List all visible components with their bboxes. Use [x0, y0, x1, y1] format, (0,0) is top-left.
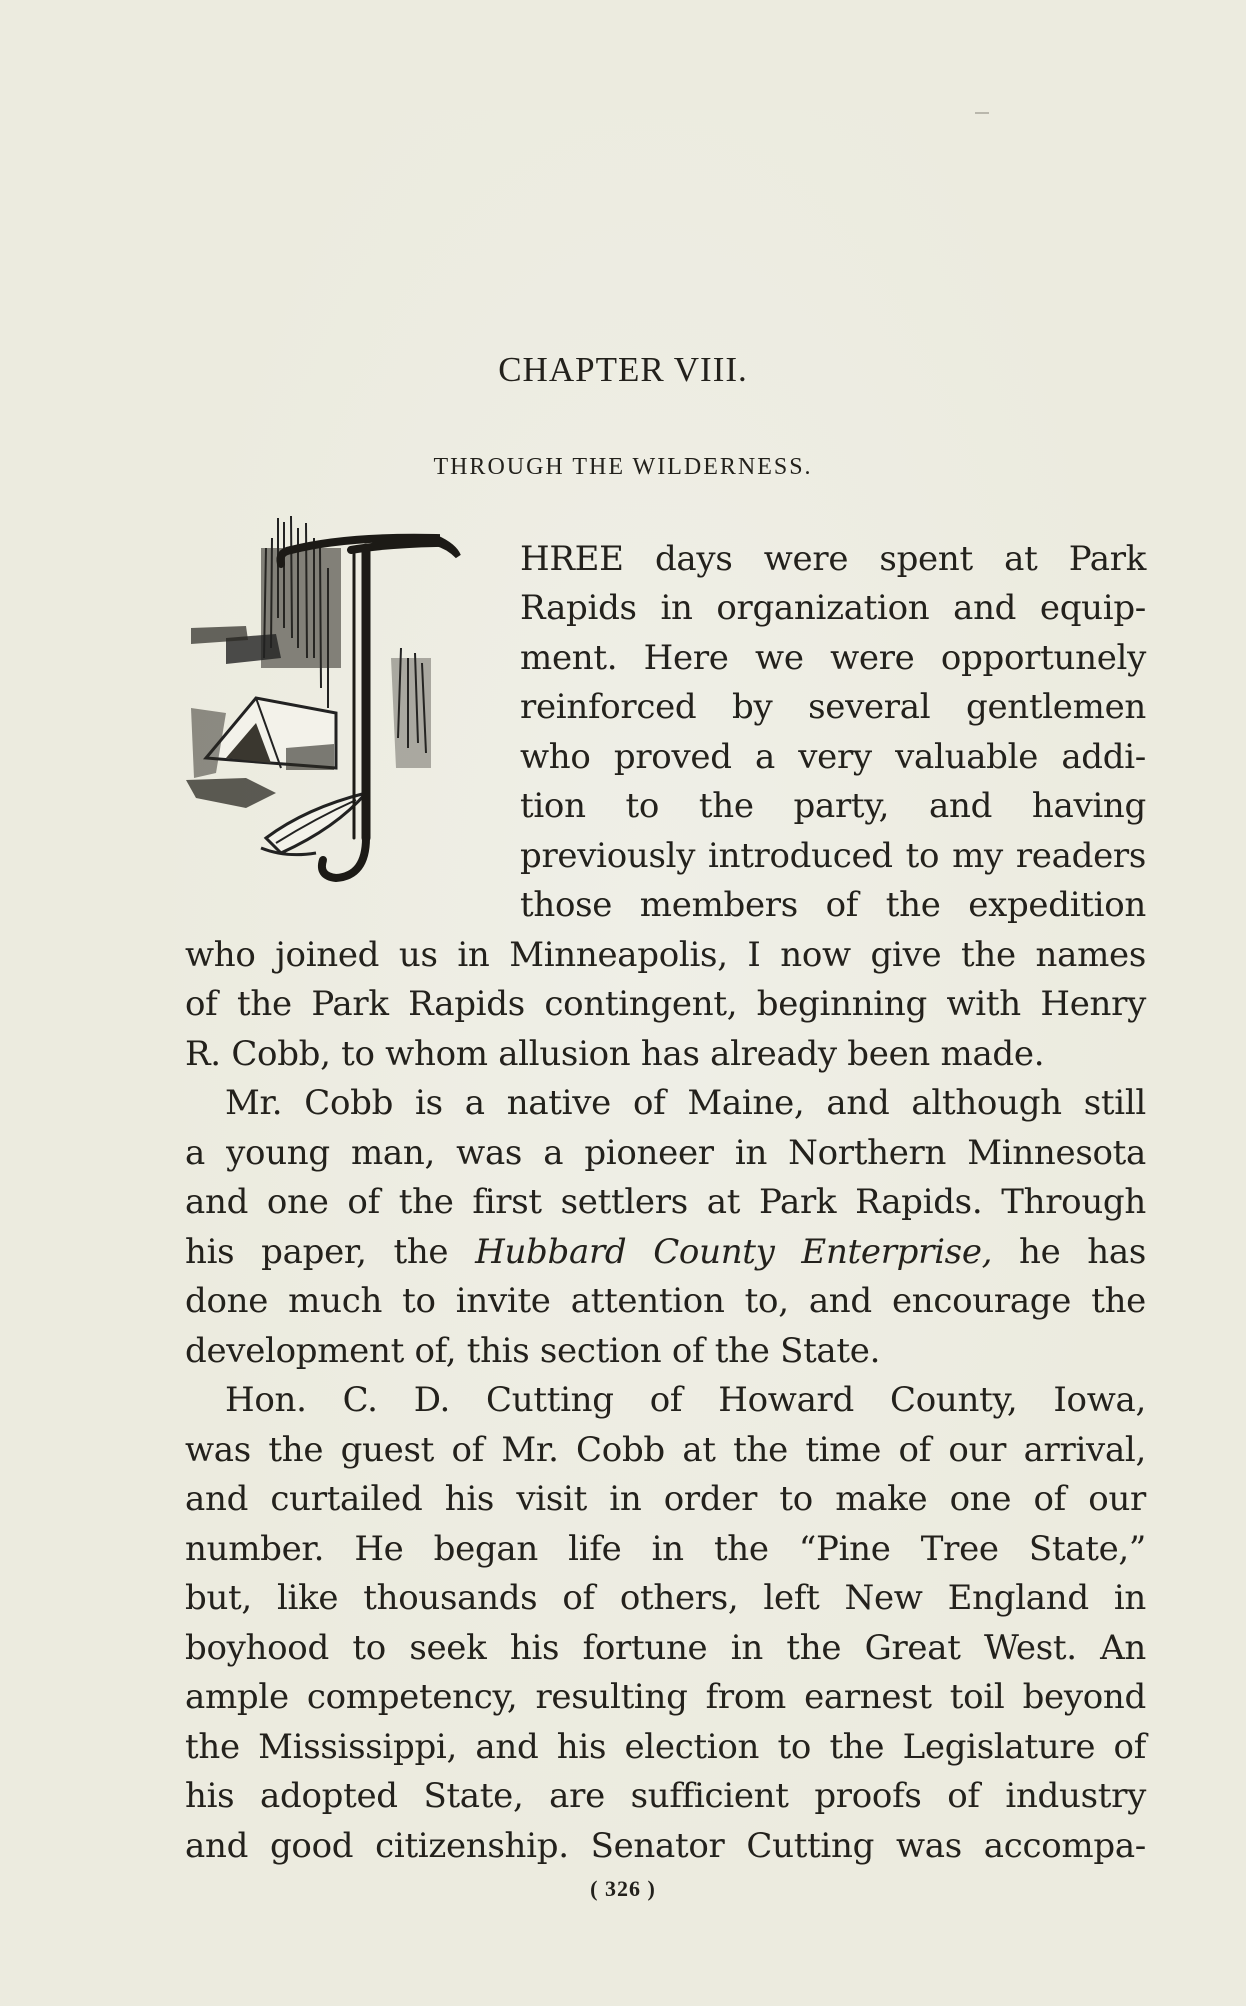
text-line: ment. Here we were opportunely [520, 638, 1146, 678]
text-fragment: his paper, the [185, 1232, 449, 1272]
text-line: number. He began life in the “Pine Tree State,” [185, 1529, 1146, 1569]
text-line: who joined us in Minneapolis, I now give the names [185, 935, 1146, 975]
text-line: the Mississippi, and his election to the Legislature of [185, 1727, 1146, 1767]
text-line: previously introduced to my readers [520, 836, 1146, 876]
text-line: who proved a very valuable addi- [520, 737, 1146, 777]
text-line: and curtailed his visit in order to make one of our [185, 1479, 1146, 1519]
text-line: Hon. C. D. Cutting of Howard County, Iowa, [225, 1380, 1146, 1420]
text-line: boyhood to seek his fortune in the Great West. An [185, 1628, 1146, 1668]
text-fragment: he has [1019, 1232, 1146, 1272]
text-line: his adopted State, are sufficient proofs of industry [185, 1776, 1146, 1816]
text-line: a young man, was a pioneer in Northern Minnesota [185, 1133, 1146, 1173]
text-line: of the Park Rapids contingent, beginning with Henry [185, 984, 1146, 1024]
section-heading: THROUGH THE WILDERNESS. [433, 454, 813, 480]
text-line: and good citizenship. Senator Cutting was accompa- [185, 1826, 1146, 1866]
text-line: Rapids in organization and equip- [520, 588, 1146, 628]
text-line: done much to invite attention to, and encourage the [185, 1281, 1146, 1321]
text-line: Mr. Cobb is a native of Maine, and although still [225, 1083, 1146, 1123]
text-line: tion to the party, and having [520, 786, 1146, 826]
drop-cap-initial [186, 508, 476, 888]
text-line-with-italic [185, 1227, 1146, 1277]
page-number: ( 326 ) [590, 1876, 656, 1901]
text-line: reinforced by several gentlemen [520, 687, 1146, 727]
text-line: was the guest of Mr. Cobb at the time of our arrival, [185, 1430, 1146, 1470]
newspaper-title: Hubbard County Enterprise, [475, 1232, 993, 1272]
chapter-title: CHAPTER VIII. [498, 350, 748, 389]
page-smudge [975, 112, 989, 114]
text-line: but, like thousands of others, left New England in [185, 1578, 1146, 1618]
text-line: those members of the expedition [520, 885, 1146, 925]
text-line: development of, this section of the State. [185, 1331, 881, 1371]
text-line: and one of the first settlers at Park Rapids. Through [185, 1182, 1146, 1222]
tent-illustration-icon [186, 516, 431, 855]
text-line: R. Cobb, to whom allusion has already been made. [185, 1034, 1045, 1074]
text-line: ample competency, resulting from earnest toil beyond [185, 1677, 1146, 1717]
text-line: HREE days were spent at Park [520, 539, 1146, 579]
